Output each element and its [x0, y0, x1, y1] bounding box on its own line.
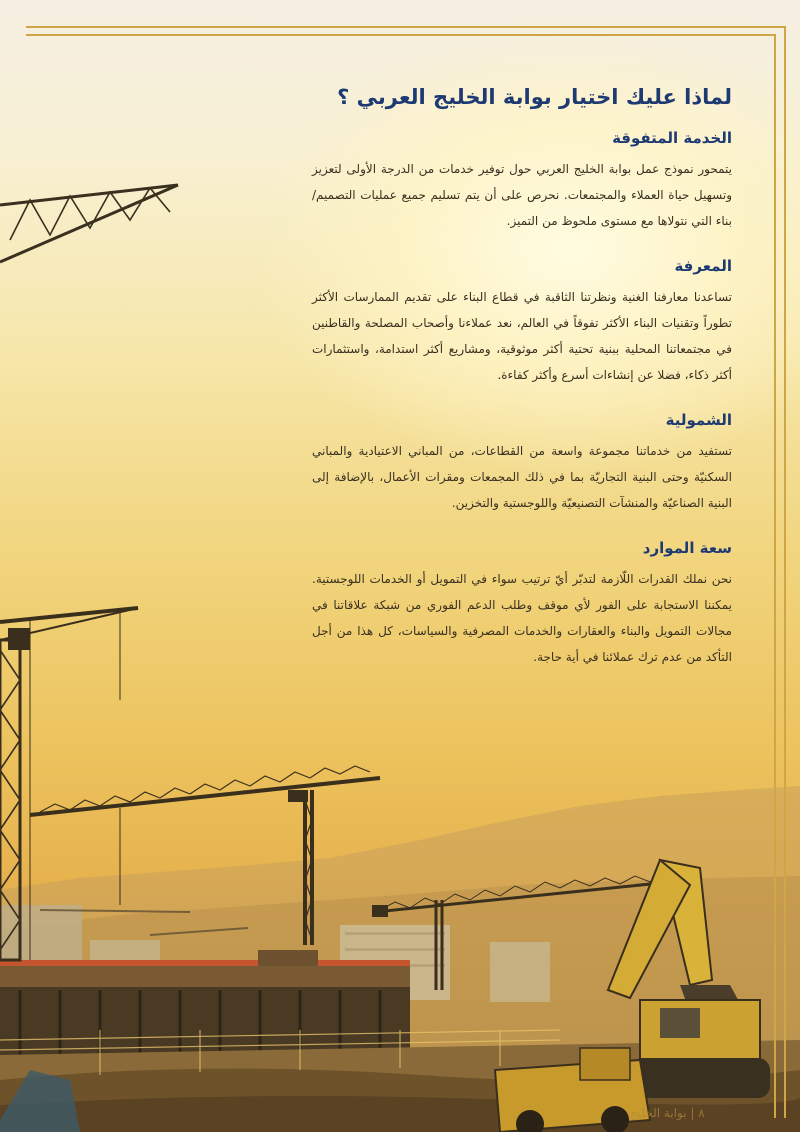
section-resources — [312, 536, 732, 670]
article-content — [312, 80, 732, 690]
section-comprehensiveness — [312, 408, 732, 516]
section-superior-service — [312, 126, 732, 234]
section-body: تساعدنا معارفنا الغنية ونظرتنا الثاقبة في قطاع البناء على تقديم الممارسات الأكثر تطوراً وتقنيات البناء الأكثر تفوقاً في العالم، نعد عملاءنا وأصحاب المصلحة والقاطنين في مجتمعاتنا المحلية ببنية تحتية أكثر موثوقية، ومشاريع أكثر استدامة، واستثمارات أكثر ذكاء، فضلا عن إنشاءات أسرع وأكثر كفاءة. — [312, 290, 732, 382]
section-body: تستفيد من خدماتنا مجموعة واسعة من القطاعات، من المباني الاعتيادية والمباني السكنيّة وحتى البنية التجاريّة بما في ذلك المجمعات ومقرات الأعمال، بالإضافة إلى البنية الصناعيّة والمنشآت التصنيعيّة واللوجستية والتخزين. — [312, 444, 732, 510]
section-body: نحن نملك القدرات اللّازمة لتدبّر أيّ ترتيب سواء في التمويل أو الخدمات اللوجستية. يمكننا الاستجابة على الفور لأي موقف وطلب الدعم الفوري من شبكة علاقاتنا في مجالات التمويل والبناء والعقارات والخدمات المصرفية والسياسات، كل هذا من أجل التأكد من عدم ترك عملائنا في أية حاجة. — [312, 572, 732, 664]
section-heading: الشمولية — [665, 411, 732, 429]
section-heading: الخدمة المتفوقة — [612, 129, 732, 147]
section-knowledge — [312, 254, 732, 388]
section-body: يتمحور نموذج عمل بوابة الخليج العربي حول توفير خدمات من الدرجة الأولى لتعزيز وتسهيل حياة العملاء والمجتمعات. نحرص على أن يتم تسليم جميع عمليات التصميم/بناء التي نتولاها مع مستوى ملحوظ من التميز. — [312, 162, 732, 228]
page-number-footer: ٨ | بوابة الخليج — [630, 1106, 705, 1120]
section-heading: المعرفة — [674, 257, 732, 275]
page-title: لماذا عليك اختيار بوابة الخليج العربي ؟ — [337, 85, 732, 109]
section-heading: سعة الموارد — [642, 539, 732, 557]
